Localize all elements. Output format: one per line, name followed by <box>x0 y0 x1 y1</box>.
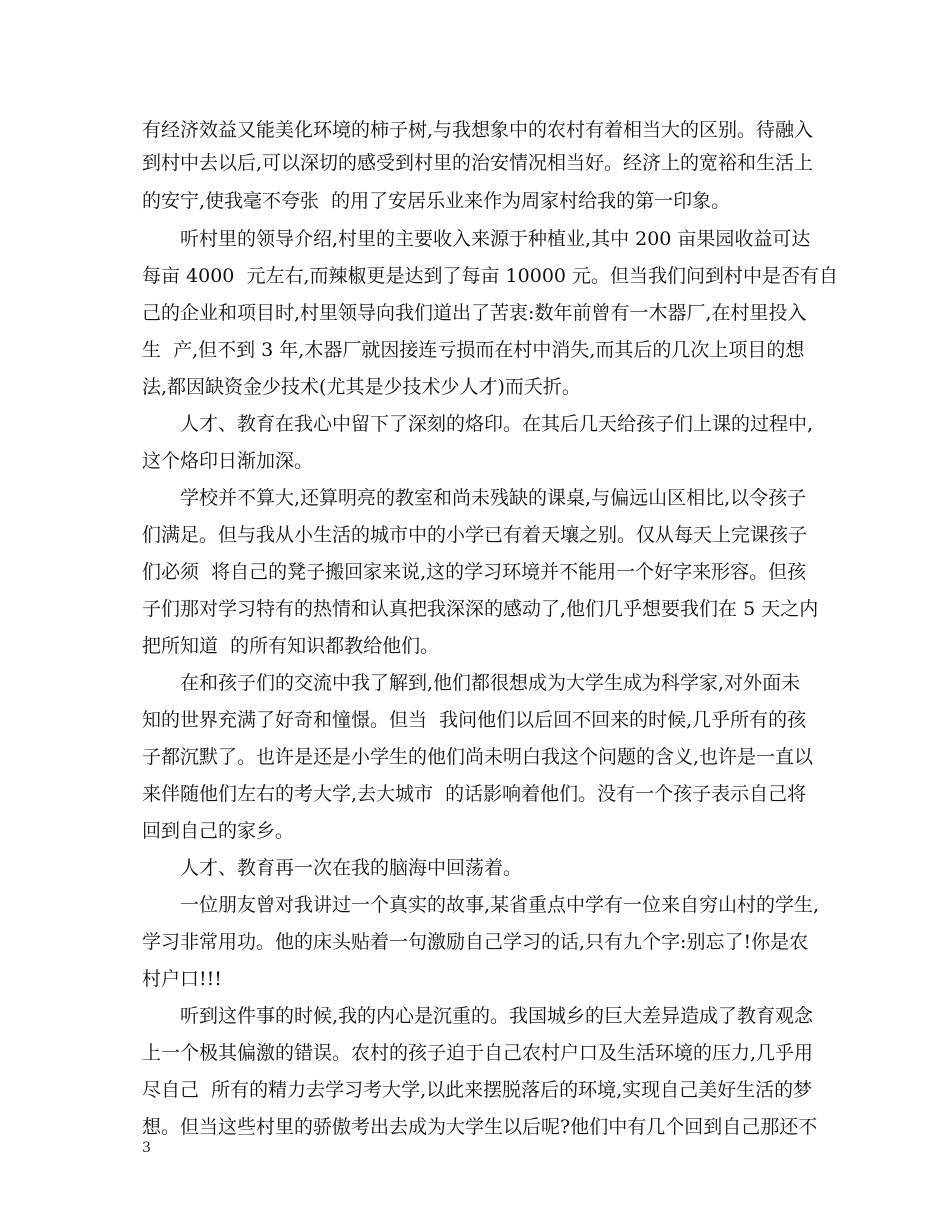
text-line: 想。但当这些村里的骄傲考出去成为大学生以后呢?他们中有几个回到自己那还不 <box>142 1116 818 1138</box>
paragraph-first-line: 在和孩子们的交流中我了解到,他们都很想成为大学生成为科学家,对外面未 <box>180 672 801 694</box>
paragraph-first-line: 人才、教育再一次在我的脑海中回荡着。 <box>180 857 523 879</box>
paragraph-first-line: 听到这件事的时候,我的内心是沉重的。我国城乡的巨大差异造成了教育观念 <box>180 1005 814 1027</box>
page-number: 3 <box>142 1140 151 1156</box>
text-line: 上一个极其偏激的错误。农村的孩子迫于自己农村户口及生活环境的压力,几乎用 <box>142 1042 814 1064</box>
paragraph-first-line: 听村里的领导介绍,村里的主要收入来源于种植业,其中 200 亩果园收益可达 <box>180 228 811 250</box>
text-line: 有经济效益又能美化环境的柿子树,与我想象中的农村有着相当大的区别。待融入 <box>142 119 814 141</box>
text-line: 来伴随他们左右的考大学,去大城市 的话影响着他们。没有一个孩子表示自己将 <box>142 783 807 805</box>
text-line: 知的世界充满了好奇和憧憬。但当 我问他们以后回不回来的时候,几乎所有的孩 <box>142 709 807 731</box>
text-line: 生 产,但不到 3 年,木器厂就因接连亏损而在村中消失,而其后的几次上项目的想 <box>142 339 805 361</box>
text-line: 己的企业和项目时,村里领导向我们道出了苦衷:数年前曾有一木器厂,在村里投入 <box>142 302 807 324</box>
text-line: 回到自己的家乡。 <box>142 820 295 842</box>
paragraph-first-line: 一位朋友曾对我讲过一个真实的故事,某省重点中学有一位来自穷山村的学生, <box>180 894 820 916</box>
text-line: 尽自己 所有的精力去学习考大学,以此来摆脱落后的环境,实现自己美好生活的梦 <box>142 1079 813 1101</box>
text-line: 子们那对学习特有的热情和认真把我深深的感动了,他们几乎想要我们在 5 天之内 <box>142 598 819 620</box>
paragraph-first-line: 学校并不算大,还算明亮的教室和尚未残缺的课桌,与偏远山区相比,以令孩子 <box>180 487 807 509</box>
text-line: 们满足。但与我从小生活的城市中的小学已有着天壤之别。仅从每天上完课孩子 <box>142 524 808 546</box>
text-line: 子都沉默了。也许是还是小学生的他们尚未明白我这个问题的含义,也许是一直以 <box>142 746 814 768</box>
text-line: 到村中去以后,可以深切的感受到村里的治安情况相当好。经济上的宽裕和生活上 <box>142 152 814 174</box>
text-line: 法,都因缺资金少技术(尤其是少技术少人才)而夭折。 <box>142 376 581 398</box>
text-line: 这个烙印日渐加深。 <box>142 450 314 472</box>
text-line: 学习非常用功。他的床头贴着一句激励自己学习的话,只有九个字:别忘了!你是农 <box>142 931 809 953</box>
text-line: 们必须 将自己的凳子搬回家来说,这的学习环境并不能用一个好字来形容。但孩 <box>142 561 807 583</box>
text-line: 村户口!!! <box>142 968 222 990</box>
paragraph-first-line: 人才、教育在我心中留下了深刻的烙印。在其后几天给孩子们上课的过程中, <box>180 413 814 435</box>
text-line: 的安宁,使我毫不夸张 的用了安居乐业来作为周家村给我的第一印象。 <box>142 190 731 212</box>
text-line: 把所知道 的所有知识都教给他们。 <box>142 635 440 657</box>
text-line: 每亩 4000 元左右,而辣椒更是达到了每亩 10000 元。但当我们问到村中是否有自 <box>142 265 839 287</box>
